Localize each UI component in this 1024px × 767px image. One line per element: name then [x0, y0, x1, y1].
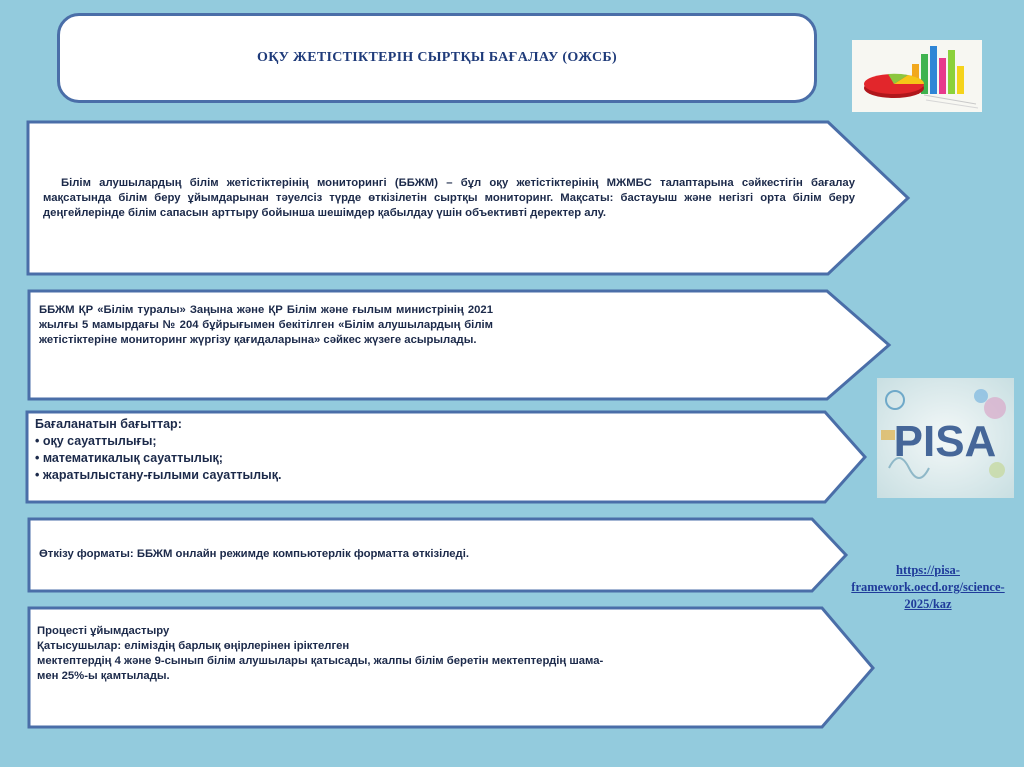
link-line[interactable]: framework.oecd.org/science- — [851, 580, 1005, 594]
organization-line: мен 25%-ы қамтылады. — [37, 670, 170, 682]
definition-block — [26, 120, 912, 277]
organization-line: Қатысушылар: еліміздің барлық өңірлерінен іріктелген — [37, 640, 350, 652]
directions-list — [35, 416, 281, 484]
definition-text: Білім алушылардың білім жетістіктерінің мониторингі (ББЖМ) – бұл оқу жетістіктерінің МЖМБС талаптарына сәйкестігін бағалау мақсатында білім беру ұйымдарынан тәуелсіз түрде өткізілетін сыртқы мониторинг. Мақсаты: бастауыш және негізгі орта білім беру деңгейлерінде білім сапасын арттыру бойынша шешімдер қабылдау үшін объективті деректер алу. — [43, 177, 855, 219]
title-box — [57, 13, 817, 103]
link-line[interactable]: https://pisa- — [896, 563, 960, 577]
link-line[interactable]: 2025/kaz — [904, 597, 952, 611]
organization-line: мектептердің 4 және 9-сынып білім алушылары қатысады, жалпы білім беретін мектептердің шама- — [37, 655, 604, 667]
pisa-logo — [877, 378, 1014, 498]
direction-item: • математикалық сауаттылық; — [35, 451, 223, 465]
organization-text — [37, 624, 727, 684]
organization-block — [27, 606, 877, 730]
format-block — [27, 517, 850, 593]
page-title: ОҚУ ЖЕТІСТІКТЕРІН СЫРТҚЫ БАҒАЛАУ (ОЖСБ) — [257, 50, 617, 65]
legal-basis-text: ББЖМ ҚР «Білім туралы» Заңына және ҚР Білім және ғылым министрінің 2021 жылғы 5 мамырдағы № 204 бұйрығымен бекітілген «Білім алушылардың білім жетістіктеріне мониторинг жүргізу қағидаларына» сәйкес жүзеге асырылады. — [39, 304, 493, 346]
directions-block — [25, 410, 869, 504]
format-text: Өткізу форматы: ББЖМ онлайн режимде компьютерлік форматта өткізіледі. — [39, 548, 469, 560]
organization-heading: Процесті ұйымдастыру — [37, 625, 170, 637]
legal-basis-block — [27, 289, 893, 402]
directions-heading: Бағаланатын бағыттар: — [35, 417, 182, 431]
pisa-logo-text: PISA — [893, 417, 997, 466]
chart-illustration — [852, 40, 982, 112]
direction-item: • жаратылыстану-ғылыми сауаттылық. — [35, 468, 282, 482]
direction-item: • оқу сауаттылығы; — [35, 434, 157, 448]
